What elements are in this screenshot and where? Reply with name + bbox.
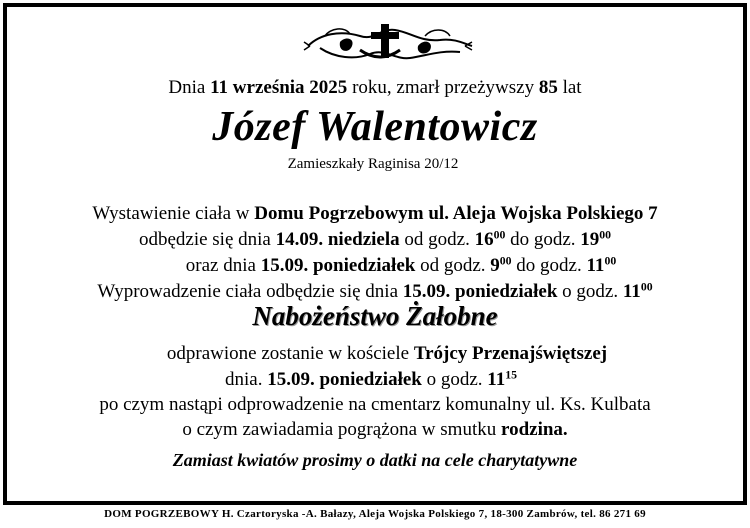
viewing-place: Wystawienie ciała w Domu Pogrzebowym ul. Aleja Wojska Polskiego 7: [92, 203, 658, 224]
procession-time: Wyprowadzenie ciała odbędzie się dnia 15.09. poniedziałek o godz. $11^{00}$: [97, 280, 653, 302]
service-church: odprawione zostanie w kościele Trójcy Przenajświętszej: [166, 343, 608, 364]
service-time: dnia. 15.09. poniedziałek o godz. $11^{15}$: [224, 368, 518, 390]
deceased-name: Józef Walentowicz: [212, 104, 538, 150]
cemetery-line: po czym nastąpi odprowadzenie na cmentarz komunalny ul. Ks. Kulbata: [99, 394, 651, 415]
cross-ornament-icon: [300, 16, 475, 72]
donation-request: Zamiast kwiatów prosimy o datki na cele charytatywne: [172, 450, 578, 470]
family-line: o czym zawiadamia pogrążona w smutku rodzina.: [182, 419, 568, 440]
viewing-day2: oraz dnia 15.09. poniedziałek od godz. $9^{00}$ do godz. $11^{00}$: [185, 254, 617, 276]
deceased-address: Zamieszkały Raginisa 20/12: [287, 156, 459, 172]
death-announcement: Dnia 11 września 2025 roku, zmarł przeżywszy 85 lat: [168, 77, 582, 98]
service-title: Nabożeństwo Żałobne: [252, 301, 498, 331]
viewing-day1: odbędzie się dnia 14.09. niedziela od godz. $16^{00}$ do godz. $19^{00}$: [138, 228, 612, 250]
funeral-home-footer: DOM POGRZEBOWY H. Czartoryska -A. Bałazy, Aleja Wojska Polskiego 7, 18-300 Zambrów, tel. 86 271 69: [104, 508, 646, 520]
